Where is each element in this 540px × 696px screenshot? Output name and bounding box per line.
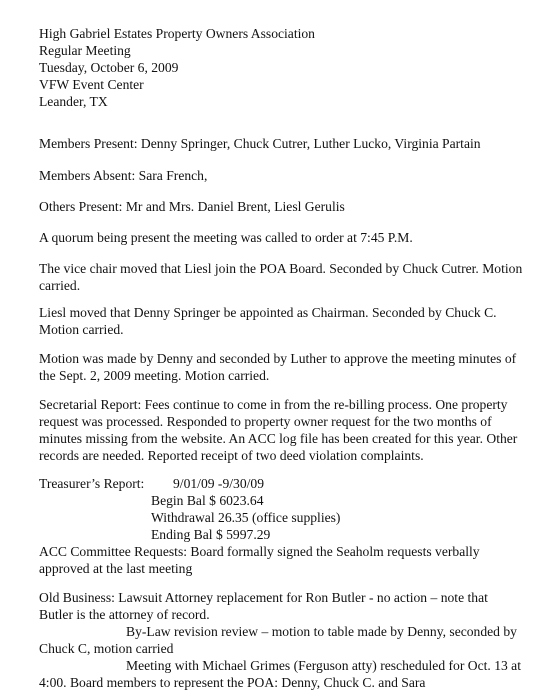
treasurer-report-period: 9/01/09 -9/30/09 — [173, 476, 265, 491]
meeting-venue: VFW Event Center — [39, 77, 144, 92]
old-business-line: By-Law revision review – motion to table made by Denny, seconded by — [126, 624, 517, 639]
old-business-line: Meeting with Michael Grimes (Ferguson atty) rescheduled for Oct. 13 at — [126, 658, 521, 673]
meeting-date: Tuesday, October 6, 2009 — [39, 60, 179, 75]
motion-2-line: Liesl moved that Denny Springer be appointed as Chairman. Seconded by Chuck C. — [39, 305, 497, 320]
motion-1-line: carried. — [39, 278, 81, 293]
ending-balance: Ending Bal $ 5997.29 — [151, 527, 271, 542]
meeting-type: Regular Meeting — [39, 43, 131, 58]
others-present: Others Present: Mr and Mrs. Daniel Brent, Liesl Gerulis — [39, 199, 345, 214]
motion-3-line: Motion was made by Denny and seconded by Luther to approve the meeting minutes of — [39, 351, 517, 366]
quorum-statement: A quorum being present the meeting was called to order at 7:45 P.M. — [39, 230, 413, 245]
acc-requests-line: ACC Committee Requests: Board formally signed the Seaholm requests verbally — [39, 544, 480, 559]
org-name: High Gabriel Estates Property Owners Association — [39, 26, 315, 41]
motion-2-line: Motion carried. — [39, 322, 124, 337]
old-business-line: Old Business: Lawsuit Attorney replacement for Ron Butler - no action – note that — [39, 590, 488, 605]
secretarial-report-line: Secretarial Report: Fees continue to come in from the re-billing process. One property — [39, 397, 508, 412]
secretarial-report-line: records are needed. Reported receipt of two deed violation complaints. — [39, 448, 424, 463]
motion-1-line: The vice chair moved that Liesl join the POA Board. Seconded by Chuck Cutrer. Motion — [39, 261, 523, 276]
secretarial-report-line: request was processed. Responded to property owner request for the two months of — [39, 414, 492, 429]
treasurer-report-label: Treasurer’s Report: — [39, 476, 145, 491]
meeting-city: Leander, TX — [39, 94, 108, 109]
motion-3-line: the Sept. 2, 2009 meeting. Motion carried. — [39, 368, 270, 383]
begin-balance: Begin Bal $ 6023.64 — [151, 493, 264, 508]
members-present: Members Present: Denny Springer, Chuck Cutrer, Luther Lucko, Virginia Partain — [39, 136, 481, 151]
secretarial-report-line: minutes missing from the website. An ACC log file has been created for this year. Other — [39, 431, 518, 446]
withdrawal: Withdrawal 26.35 (office supplies) — [151, 510, 341, 525]
old-business-line: Chuck C, motion carried — [39, 641, 174, 656]
old-business-line: 4:00. Board members to represent the POA: Denny, Chuck C. and Sara — [39, 675, 426, 690]
old-business-line: Butler is the attorney of record. — [39, 607, 210, 622]
acc-requests-line: approved at the last meeting — [39, 561, 193, 576]
members-absent: Members Absent: Sara French, — [39, 168, 208, 183]
